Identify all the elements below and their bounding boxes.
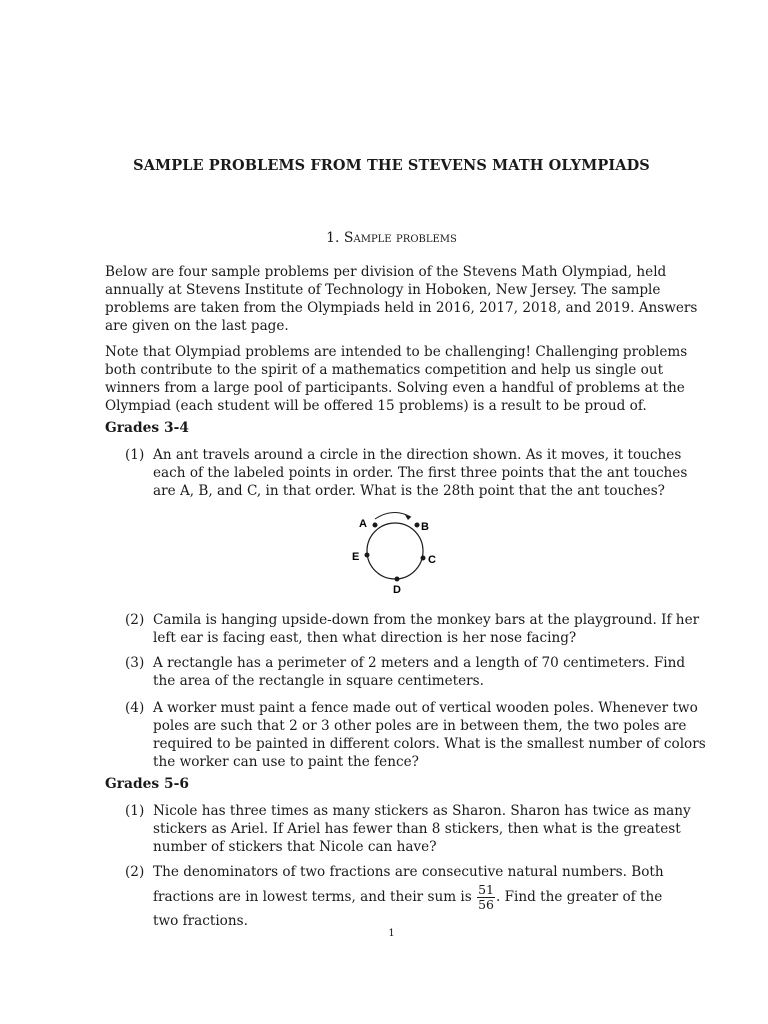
text-line: The denominators of two fractions are consecutive natural numbers. Both — [153, 864, 664, 880]
problem-number: (2) — [125, 864, 145, 880]
problem-number: (4) — [125, 700, 145, 716]
grades-5-6-heading: Grades 5-6 — [105, 776, 189, 792]
grades-3-4-heading: Grades 3-4 — [105, 420, 189, 436]
text-line: both contribute to the spirit of a mathematics competition and help us single out — [105, 362, 664, 378]
note-paragraph — [105, 343, 688, 415]
text-segment: fractions are in lowest terms, and their sum is — [153, 889, 472, 905]
text-line: stickers as Ariel. If Ariel has fewer than 8 stickers, then what is the greatest — [153, 821, 681, 837]
text-line: poles are such that 2 or 3 other poles are in between them, the two poles are — [153, 718, 687, 734]
text-segment: . Find the greater of the — [495, 889, 663, 905]
text-line: the area of the rectangle in square centimeters. — [153, 673, 484, 689]
intro-paragraph — [105, 263, 698, 335]
problem-number: (3) — [125, 655, 145, 671]
label-d: D — [393, 584, 401, 595]
text-line: An ant travels around a circle in the direction shown. As it moves, it touches — [153, 447, 682, 463]
point-e — [365, 553, 370, 558]
section-heading: 1. Sample problems — [326, 230, 457, 246]
problem-number: (2) — [125, 612, 145, 628]
label-b: B — [421, 521, 429, 533]
point-d — [395, 577, 400, 582]
text-line: left ear is facing east, then what direction is her nose facing? — [153, 630, 577, 646]
text-line: the worker can use to paint the fence? — [153, 754, 419, 770]
text-line: winners from a large pool of participants. Solving even a handful of problems at the — [105, 380, 685, 396]
text-line: A worker must paint a fence made out of vertical wooden poles. Whenever two — [153, 700, 698, 716]
text-line: each of the labeled points in order. The first three points that the ant touches — [153, 465, 688, 481]
circle-diagram — [345, 505, 445, 595]
text-line: Olympiad (each student will be offered 15 problems) is a result to be proud of. — [105, 398, 647, 414]
point-a — [373, 523, 378, 528]
point-b — [415, 523, 420, 528]
text-line: two fractions. — [153, 913, 248, 929]
text-line: are A, B, and C, in that order. What is the 28th point that the ant touches? — [153, 483, 665, 499]
problem-number: (1) — [125, 447, 145, 463]
text-line: Nicole has three times as many stickers as Sharon. Sharon has twice as many — [153, 803, 691, 819]
text-line: number of stickers that Nicole can have? — [153, 839, 437, 855]
point-c — [421, 556, 426, 561]
text-line: Below are four sample problems per division of the Stevens Math Olympiad, held — [105, 264, 667, 280]
document-title: SAMPLE PROBLEMS FROM THE STEVENS MATH OLYMPIADS — [133, 157, 650, 174]
circle-path — [367, 523, 423, 579]
label-e: E — [352, 551, 360, 563]
label-c: C — [428, 554, 436, 566]
fraction-line — [153, 883, 678, 912]
page-number: 1 — [388, 928, 395, 939]
text-line: required to be painted in different colors. What is the smallest number of colors — [153, 736, 706, 752]
fraction-numerator: 51 — [478, 882, 494, 897]
text-line: Camila is hanging upside-down from the monkey bars at the playground. If her — [153, 612, 700, 628]
text-line: problems are taken from the Olympiads held in 2016, 2017, 2018, and 2019. Answers — [105, 300, 698, 316]
text-line: are given on the last page. — [105, 318, 289, 334]
text-line: Note that Olympiad problems are intended to be challenging! Challenging problems — [105, 344, 688, 360]
fraction-denominator: 56 — [478, 897, 494, 912]
label-a: A — [359, 518, 367, 530]
problem-number: (1) — [125, 803, 145, 819]
text-line: annually at Stevens Institute of Technology in Hoboken, New Jersey. The sample — [105, 282, 661, 298]
fraction — [477, 883, 495, 912]
text-line: A rectangle has a perimeter of 2 meters and a length of 70 centimeters. Find — [153, 655, 686, 671]
